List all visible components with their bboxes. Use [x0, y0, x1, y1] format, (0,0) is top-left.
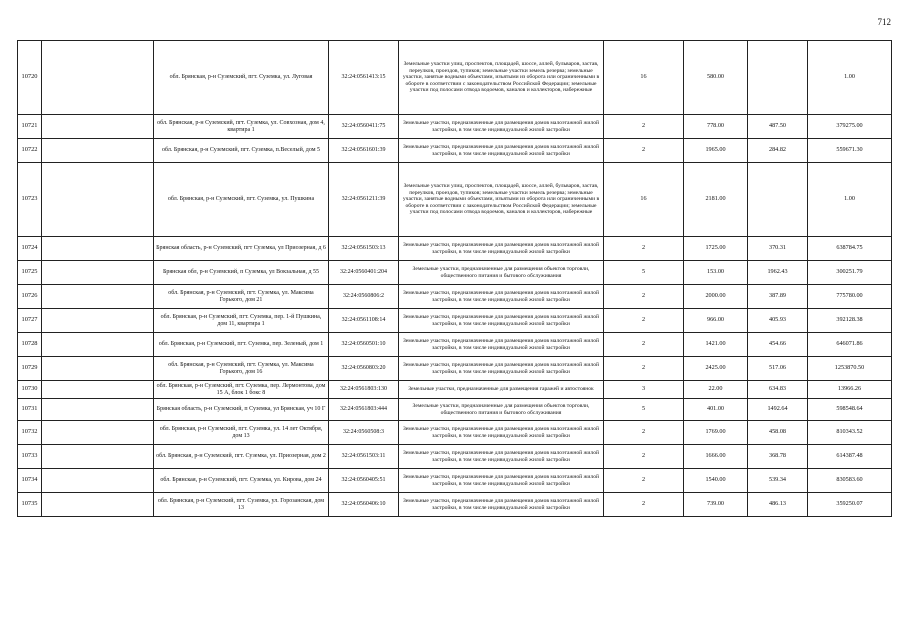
- row-number: 10728: [18, 333, 42, 357]
- area-value: 1540.00: [684, 469, 748, 493]
- land-use-cell: Земельные участки, предназначенные для размещения домов малоэтажной жилой застройки, в том числе индивидуальной жилой застройки: [399, 357, 604, 381]
- blank-cell: [42, 399, 154, 421]
- cadastral-value: 830583.60: [808, 469, 892, 493]
- area-value: 153.00: [684, 261, 748, 285]
- row-number: 10720: [18, 41, 42, 115]
- area-value: 2425.00: [684, 357, 748, 381]
- specific-value: 370.31: [748, 237, 808, 261]
- cadastral-value: 638784.75: [808, 237, 892, 261]
- area-value: 401.00: [684, 399, 748, 421]
- area-value: 778.00: [684, 115, 748, 139]
- address-cell: обл. Брянская, р-н Суземский, пгт. Суземка, ул. Приозерная, дом 2: [154, 445, 329, 469]
- address-cell: обл. Брянская, р-н Суземский, пгт. Суземка, ул. Максима Горького, дом 21: [154, 285, 329, 309]
- row-number: 10729: [18, 357, 42, 381]
- group-number: 2: [604, 139, 684, 163]
- page-number: 712: [877, 17, 891, 27]
- blank-cell: [42, 41, 154, 115]
- area-value: 580.00: [684, 41, 748, 115]
- blank-cell: [42, 139, 154, 163]
- cadastral-value: 359250.07: [808, 493, 892, 517]
- blank-cell: [42, 261, 154, 285]
- table-row: [18, 261, 892, 285]
- cadastral-value: 1.00: [808, 163, 892, 237]
- table-row: [18, 309, 892, 333]
- group-number: 2: [604, 237, 684, 261]
- address-cell: Брянская область, р-н Суземский, пгт Суземка, ул Приозерная, д 6: [154, 237, 329, 261]
- address-cell: обл. Брянская, р-н Суземский, пгт. Суземка, ул. 14 лет Октября, дом 13: [154, 421, 329, 445]
- area-value: 1725.00: [684, 237, 748, 261]
- cadastral-number: 32:24:0561108:14: [329, 309, 399, 333]
- specific-value: 517.06: [748, 357, 808, 381]
- cadastral-value: 13966.26: [808, 381, 892, 399]
- land-use-cell: Земельные участки, предназначенные для размещения домов малоэтажной жилой застройки, в том числе индивидуальной жилой застройки: [399, 237, 604, 261]
- row-number: 10730: [18, 381, 42, 399]
- row-number: 10734: [18, 469, 42, 493]
- land-use-cell: Земельные участки, предназначенные для размещения домов малоэтажной жилой застройки, в том числе индивидуальной жилой застройки: [399, 333, 604, 357]
- cadastral-number: 32:24:0560508:3: [329, 421, 399, 445]
- land-use-cell: Земельные участки улиц, проспектов, площадей, шоссе, аллей, бульваров, застав, переулков, проездов, тупиков; земельные участки земель резерва; земельные участки, занятые водными объектами, изъятыми из оборота или ограниченными в обороте в соответствии с законодательством Российской Федерации; земельные участки под полосами отвода водоемов, каналов и коллекторов, набережные: [399, 41, 604, 115]
- row-number: 10726: [18, 285, 42, 309]
- group-number: 2: [604, 285, 684, 309]
- group-number: 2: [604, 445, 684, 469]
- area-value: 1769.00: [684, 421, 748, 445]
- blank-cell: [42, 333, 154, 357]
- address-cell: обл. Брянская, р-н Суземский, пгт. Суземка, п.Веселый, дом 5: [154, 139, 329, 163]
- area-value: 739.00: [684, 493, 748, 517]
- area-value: 2181.00: [684, 163, 748, 237]
- specific-value: 284.82: [748, 139, 808, 163]
- land-use-cell: Земельные участки, предназначенные для размещения объектов торговли, общественного питания и бытового обслуживания: [399, 261, 604, 285]
- cadastral-value: 559671.30: [808, 139, 892, 163]
- table-row: [18, 333, 892, 357]
- cadastral-number: 32:24:0561211:39: [329, 163, 399, 237]
- blank-cell: [42, 493, 154, 517]
- row-number: 10735: [18, 493, 42, 517]
- specific-value: [748, 163, 808, 237]
- table-row: [18, 285, 892, 309]
- group-number: 16: [604, 41, 684, 115]
- cadastral-number: 32:24:0561413:15: [329, 41, 399, 115]
- cadastral-number: 32:24:0561803:130: [329, 381, 399, 399]
- group-number: 2: [604, 469, 684, 493]
- table-row: [18, 445, 892, 469]
- cadastral-value: 379275.00: [808, 115, 892, 139]
- land-use-cell: Земельные участки, предназначенные для размещения домов малоэтажной жилой застройки, в том числе индивидуальной жилой застройки: [399, 421, 604, 445]
- address-cell: Брянская область, р-н Суземский, п Суземка, ул Брянская, уч 10 Г: [154, 399, 329, 421]
- row-number: 10733: [18, 445, 42, 469]
- cadastral-number: 32:24:0561503:13: [329, 237, 399, 261]
- specific-value: 1492.64: [748, 399, 808, 421]
- area-value: 22.00: [684, 381, 748, 399]
- blank-cell: [42, 237, 154, 261]
- specific-value: 368.78: [748, 445, 808, 469]
- area-value: 1421.00: [684, 333, 748, 357]
- row-number: 10725: [18, 261, 42, 285]
- table-row: [18, 41, 892, 115]
- land-use-cell: Земельные участки, предназначенные для размещения домов малоэтажной жилой застройки, в том числе индивидуальной жилой застройки: [399, 139, 604, 163]
- row-number: 10722: [18, 139, 42, 163]
- table-row: [18, 163, 892, 237]
- table-row: [18, 399, 892, 421]
- cadastral-value: 646071.86: [808, 333, 892, 357]
- table-row: [18, 237, 892, 261]
- cadastral-number: 32:24:0560806:2: [329, 285, 399, 309]
- specific-value: 539.34: [748, 469, 808, 493]
- row-number: 10732: [18, 421, 42, 445]
- address-cell: обл. Брянская, р-н Суземский, пгт. Суземка, ул. Кирова, дом 24: [154, 469, 329, 493]
- land-use-cell: Земельные участки улиц, проспектов, площадей, шоссе, аллей, бульваров, застав, переулков, проездов, тупиков; земельные участки земель резерва; земельные участки, занятые водными объектами, изъятыми из оборота или ограниченными в обороте в соответствии с законодательством Российской Федерации; земельные участки под полосами отвода водоемов, каналов и коллекторов, набережные: [399, 163, 604, 237]
- cadastral-number: 32:24:0560401:204: [329, 261, 399, 285]
- cadastral-number: 32:24:0560501:10: [329, 333, 399, 357]
- group-number: 2: [604, 333, 684, 357]
- land-use-cell: Земельные участки, предназначенные для размещения домов малоэтажной жилой застройки, в том числе индивидуальной жилой застройки: [399, 309, 604, 333]
- table-row: [18, 469, 892, 493]
- specific-value: 486.13: [748, 493, 808, 517]
- blank-cell: [42, 445, 154, 469]
- group-number: 5: [604, 399, 684, 421]
- specific-value: 454.66: [748, 333, 808, 357]
- row-number: 10723: [18, 163, 42, 237]
- area-value: 966.00: [684, 309, 748, 333]
- cadastral-number: 32:24:0560406:10: [329, 493, 399, 517]
- table-row: [18, 115, 892, 139]
- address-cell: обл. Брянская, р-н Суземский, пгт. Суземка, пер. Зеленый, дом 1: [154, 333, 329, 357]
- cadastral-value: 1253870.50: [808, 357, 892, 381]
- cadastral-number: 32:24:0561503:11: [329, 445, 399, 469]
- blank-cell: [42, 421, 154, 445]
- address-cell: обл. Брянская, р-н Суземский, пгт. Суземка, ул. Пушкина: [154, 163, 329, 237]
- specific-value: 487.50: [748, 115, 808, 139]
- group-number: 2: [604, 115, 684, 139]
- row-number: 10721: [18, 115, 42, 139]
- specific-value: 634.83: [748, 381, 808, 399]
- specific-value: 387.89: [748, 285, 808, 309]
- area-value: 1666.00: [684, 445, 748, 469]
- cadastral-value: 614387.48: [808, 445, 892, 469]
- blank-cell: [42, 285, 154, 309]
- cadastral-number: 32:24:0560803:20: [329, 357, 399, 381]
- land-use-cell: Земельные участки, предназначенные для размещения домов малоэтажной жилой застройки, в том числе индивидуальной жилой застройки: [399, 445, 604, 469]
- cadastral-value: 775780.00: [808, 285, 892, 309]
- blank-cell: [42, 469, 154, 493]
- row-number: 10731: [18, 399, 42, 421]
- address-cell: обл. Брянская, р-н Суземский, пгт. Суземка, пер. 1-й Пушкина, дом 11, квартира 1: [154, 309, 329, 333]
- cadastral-number: 32:24:0561803:444: [329, 399, 399, 421]
- address-cell: Брянская обл, р-н Суземский, п Суземка, ул Вокзальная, д 55: [154, 261, 329, 285]
- table-row: [18, 493, 892, 517]
- group-number: 5: [604, 261, 684, 285]
- specific-value: 1962.43: [748, 261, 808, 285]
- blank-cell: [42, 357, 154, 381]
- table-row: [18, 421, 892, 445]
- cadastral-number: 32:24:0560411:75: [329, 115, 399, 139]
- blank-cell: [42, 115, 154, 139]
- cadastral-number: 32:24:0561601:39: [329, 139, 399, 163]
- group-number: 2: [604, 357, 684, 381]
- cadastral-value: 598548.64: [808, 399, 892, 421]
- address-cell: обл. Брянская, р-н Суземский, пгт. Суземка, ул. Совхозная, дом 4, квартира 1: [154, 115, 329, 139]
- group-number: 3: [604, 381, 684, 399]
- land-use-cell: Земельные участки, предназначенные для размещения гаражей и автостоянок: [399, 381, 604, 399]
- address-cell: обл. Брянская, р-н Суземский, пгт. Суземка, ул. Максима Горького, дом 16: [154, 357, 329, 381]
- address-cell: обл. Брянская, р-н Суземский, пгт. Суземка, пер. Лермонтова, дом 15 А, блок 1 бокс 8: [154, 381, 329, 399]
- cadastral-value: 300251.79: [808, 261, 892, 285]
- specific-value: 458.08: [748, 421, 808, 445]
- land-use-cell: Земельные участки, предназначенные для размещения домов малоэтажной жилой застройки, в том числе индивидуальной жилой застройки: [399, 285, 604, 309]
- address-cell: обл. Брянская, р-н Суземский, пгт. Суземка, ул. Луговая: [154, 41, 329, 115]
- group-number: 16: [604, 163, 684, 237]
- row-number: 10724: [18, 237, 42, 261]
- blank-cell: [42, 381, 154, 399]
- table-row: [18, 381, 892, 399]
- land-use-cell: Земельные участки, предназначенные для размещения домов малоэтажной жилой застройки, в том числе индивидуальной жилой застройки: [399, 115, 604, 139]
- table-row: [18, 357, 892, 381]
- cadastral-value: 392128.38: [808, 309, 892, 333]
- cadastral-value-table: [17, 40, 892, 517]
- land-use-cell: Земельные участки, предназначенные для размещения домов малоэтажной жилой застройки, в том числе индивидуальной жилой застройки: [399, 469, 604, 493]
- cadastral-value: 810343.52: [808, 421, 892, 445]
- row-number: 10727: [18, 309, 42, 333]
- specific-value: 405.93: [748, 309, 808, 333]
- group-number: 2: [604, 309, 684, 333]
- area-value: 1965.00: [684, 139, 748, 163]
- blank-cell: [42, 309, 154, 333]
- group-number: 2: [604, 421, 684, 445]
- cadastral-number: 32:24:0560405:51: [329, 469, 399, 493]
- land-use-cell: Земельные участки, предназначенные для размещения домов малоэтажной жилой застройки, в том числе индивидуальной жилой застройки: [399, 493, 604, 517]
- area-value: 2000.00: [684, 285, 748, 309]
- cadastral-value: 1.00: [808, 41, 892, 115]
- blank-cell: [42, 163, 154, 237]
- address-cell: обл. Брянская, р-н Суземский, пгт. Суземка, ул. Горозанская, дом 13: [154, 493, 329, 517]
- land-use-cell: Земельные участки, предназначенные для размещения объектов торговли, общественного питания и бытового обслуживания: [399, 399, 604, 421]
- specific-value: [748, 41, 808, 115]
- group-number: 2: [604, 493, 684, 517]
- table-row: [18, 139, 892, 163]
